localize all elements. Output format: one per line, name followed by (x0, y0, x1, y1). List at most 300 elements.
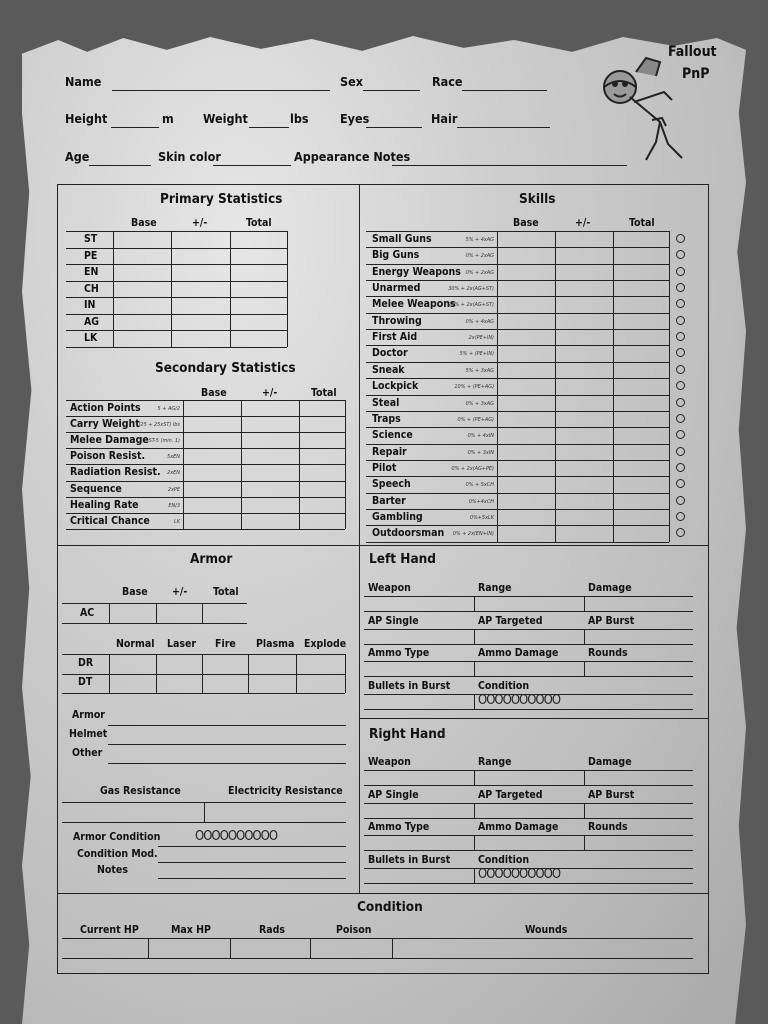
skill-mod-cell[interactable] (556, 526, 613, 541)
skill-formula: 5% + 3xAG (465, 367, 494, 374)
skill-label: Doctor (372, 347, 408, 360)
tag-skill-checkbox[interactable] (676, 283, 685, 292)
dmg-col-plasma: Plasma (256, 638, 295, 650)
primary-mod-cell[interactable] (172, 249, 230, 265)
secondary-mod-cell[interactable] (242, 433, 299, 448)
skill-mod-cell[interactable] (556, 379, 613, 394)
max-hp-label: Max HP (171, 924, 211, 936)
skill-label: Barter (372, 494, 406, 507)
secondary-formula: ST-5 (min. 1) (148, 438, 180, 445)
skill-formula: 0% + 2xAG (465, 253, 494, 260)
secondary-base-cell[interactable] (184, 449, 241, 464)
skill-total-cell[interactable] (614, 346, 669, 361)
left_hand-weapon-label: Weapon (368, 582, 411, 594)
primary-base-cell[interactable] (114, 232, 171, 248)
sex-field[interactable] (363, 90, 420, 91)
primary-base-cell[interactable] (114, 282, 171, 298)
skill-formula: 0% + 3xIN (467, 449, 494, 456)
skill-label: Energy Weapons (372, 265, 461, 278)
skill-formula: 0%+4xCH (468, 498, 494, 505)
logo-line1: Fallout (668, 44, 717, 60)
primary-total-cell[interactable] (231, 315, 287, 331)
dmg-col-explode: Explode (304, 638, 347, 650)
secondary-base-cell[interactable] (184, 465, 241, 480)
other-label: Other (72, 747, 103, 759)
skill-formula: 2x(PE+IN) (468, 335, 494, 342)
skin-field[interactable] (213, 165, 291, 166)
right_hand-ap-targeted-label: AP Targeted (478, 788, 543, 801)
left_hand-range-field[interactable] (475, 597, 584, 610)
secondary-total-cell[interactable] (300, 401, 345, 416)
vault-boy-icon (590, 42, 720, 162)
secondary-total-cell[interactable] (300, 465, 345, 480)
primary-mod-cell[interactable] (172, 265, 230, 281)
skill-mod-cell[interactable] (556, 461, 613, 476)
right_hand-ammo-type-label: Ammo Type (368, 821, 430, 833)
secondary-title: Secondary Statistics (155, 360, 296, 376)
left_hand-ap-single-label: AP Single (368, 614, 419, 627)
armor-col-base: Base (122, 586, 148, 598)
ac-base-cell[interactable] (110, 604, 156, 622)
skill-base-cell[interactable] (498, 494, 555, 509)
left_hand-condition-circles[interactable]: OOOOOOOOOO (478, 692, 561, 708)
weight-unit: lbs (290, 111, 309, 126)
dr-normal-cell[interactable] (110, 655, 156, 674)
skill-mod-cell[interactable] (556, 281, 613, 296)
fallout-logo (590, 42, 720, 162)
right_hand-range-field[interactable] (475, 771, 584, 784)
skill-base-cell[interactable] (498, 396, 555, 411)
left_hand-ap-targeted-field[interactable] (475, 630, 584, 643)
skill-base-cell[interactable] (498, 379, 555, 394)
left_hand-rounds-label: Rounds (588, 647, 628, 659)
primary-stat-label: IN (84, 299, 96, 311)
current-hp-label: Current HP (80, 924, 139, 936)
race-label: Race (432, 74, 463, 89)
tag-skill-checkbox[interactable] (676, 398, 685, 407)
secondary-formula: EN/3 (168, 502, 180, 509)
secondary-base-cell[interactable] (184, 514, 241, 529)
right_hand-weapon-label: Weapon (368, 756, 411, 768)
secondary-total-cell[interactable] (300, 449, 345, 464)
secondary-mod-cell[interactable] (242, 465, 299, 480)
primary-mod-cell[interactable] (172, 298, 230, 314)
primary-total-cell[interactable] (231, 282, 287, 298)
condition-title: Condition (357, 899, 423, 915)
secondary-total-cell[interactable] (300, 498, 345, 513)
primary-total-cell[interactable] (231, 331, 287, 347)
dr-explode-cell[interactable] (297, 655, 345, 674)
age-label: Age (65, 149, 90, 164)
primary-base-cell[interactable] (114, 331, 171, 347)
wounds-label: Wounds (525, 924, 568, 936)
primary-stat-label: LK (84, 332, 98, 344)
elec-field[interactable] (205, 803, 345, 821)
dt-label: DT (78, 676, 93, 688)
secondary-stat-label: Melee Damage (70, 434, 149, 447)
secondary-stat-label: Radiation Resist. (70, 466, 161, 479)
tag-skill-checkbox[interactable] (676, 414, 685, 423)
primary-stat-label: ST (84, 233, 98, 245)
left_hand-bullets-field[interactable] (365, 695, 474, 708)
name-field[interactable] (112, 90, 330, 91)
dt-laser-cell[interactable] (157, 675, 202, 694)
bottom-divider (57, 893, 709, 894)
skill-mod-cell[interactable] (556, 396, 613, 411)
eyes-field[interactable] (366, 127, 422, 128)
tag-skill-checkbox[interactable] (676, 447, 685, 456)
right_hand-ap-burst-field[interactable] (585, 804, 693, 817)
gas-label: Gas Resistance (100, 785, 181, 797)
skill-total-cell[interactable] (614, 526, 669, 541)
skill-total-cell[interactable] (614, 445, 669, 460)
right_hand-ammo-type-field[interactable] (365, 836, 474, 849)
right_hand-damage-label: Damage (588, 756, 632, 768)
helmet-field[interactable] (108, 744, 346, 745)
skill-base-cell[interactable] (498, 461, 555, 476)
secondary-stat-label: Sequence (70, 482, 122, 495)
skills-title: Skills (519, 191, 556, 207)
skill-mod-cell[interactable] (556, 297, 613, 312)
skill-formula: 0% + 2x(AG+PE) (451, 465, 494, 472)
left_hand-range-label: Range (478, 582, 512, 594)
left_hand-ap-burst-label: AP Burst (588, 614, 635, 627)
skill-label: Small Guns (372, 233, 432, 245)
armor-condition-circles[interactable]: OOOOOOOOOO (195, 829, 278, 844)
primary-base-cell[interactable] (114, 298, 171, 314)
primary-col-mod: +/- (192, 217, 208, 229)
max-hp-field[interactable] (149, 939, 230, 957)
left_hand-ap-single-field[interactable] (365, 630, 474, 643)
skill-base-cell[interactable] (498, 510, 555, 525)
primary-base-cell[interactable] (114, 315, 171, 331)
armor-field[interactable] (108, 725, 346, 726)
left_hand-damage-label: Damage (588, 582, 632, 594)
skill-formula: 20% + 2x(AG+ST) (448, 302, 494, 309)
dr-laser-cell[interactable] (157, 655, 202, 674)
left_hand-condition-label: Condition (478, 679, 530, 692)
secondary-mod-cell[interactable] (242, 417, 299, 432)
primary-mod-cell[interactable] (172, 232, 230, 248)
helmet-label: Helmet (69, 728, 108, 740)
skill-base-cell[interactable] (498, 248, 555, 263)
primary-mod-cell[interactable] (172, 331, 230, 347)
primary-stat-label: CH (84, 282, 99, 295)
skill-label: Unarmed (372, 282, 421, 295)
primary-total-cell[interactable] (231, 232, 287, 248)
poison-label: Poison (336, 924, 372, 936)
secondary-total-cell[interactable] (300, 433, 345, 448)
tag-skill-checkbox[interactable] (676, 365, 685, 374)
skill-mod-cell[interactable] (556, 248, 613, 263)
dt-plasma-cell[interactable] (249, 675, 296, 694)
secondary-stat-label: Critical Chance (70, 514, 150, 527)
primary-col-total: Total (246, 217, 272, 229)
mid-divider (57, 545, 709, 546)
right_hand-condition-circles[interactable]: OOOOOOOOOO (478, 866, 561, 882)
right_hand-ap-single-label: AP Single (368, 788, 419, 801)
condition-mod-field[interactable] (158, 862, 346, 863)
secondary-mod-cell[interactable] (242, 514, 299, 529)
secondary-base-cell[interactable] (184, 498, 241, 513)
condition-mod-label: Condition Mod. (77, 848, 158, 860)
other-field[interactable] (108, 763, 346, 764)
dmg-col-normal: Normal (116, 638, 155, 650)
dr-label: DR (78, 657, 94, 669)
skill-label: Gambling (372, 510, 423, 523)
skill-total-cell[interactable] (614, 265, 669, 280)
primary-total-cell[interactable] (231, 249, 287, 265)
secondary-col-mod: +/- (262, 387, 278, 399)
secondary-col-total: Total (311, 387, 337, 399)
skill-mod-cell[interactable] (556, 445, 613, 460)
skill-total-cell[interactable] (614, 510, 669, 525)
secondary-stat-label: Action Points (70, 402, 141, 414)
secondary-formula: 2xPE (167, 486, 180, 493)
right_hand-bullets-field[interactable] (365, 869, 474, 882)
right_hand-damage-field[interactable] (585, 771, 693, 784)
skill-base-cell[interactable] (498, 428, 555, 443)
left_hand-rounds-field[interactable] (585, 662, 693, 675)
left_hand-ammo-type-label: Ammo Type (368, 647, 430, 659)
notes-field[interactable] (158, 878, 346, 879)
secondary-formula: (25 + 25xST) lbs (138, 422, 180, 429)
tag-skill-checkbox[interactable] (676, 512, 685, 521)
skill-formula: 0%+5xLK (469, 514, 494, 521)
dmg-col-fire: Fire (215, 638, 236, 650)
right_hand-bullets-label: Bullets in Burst (368, 853, 451, 866)
secondary-formula: 5xEN (167, 454, 180, 461)
skill-base-cell[interactable] (498, 363, 555, 378)
skill-base-cell[interactable] (498, 297, 555, 312)
skill-total-cell[interactable] (614, 330, 669, 345)
dt-fire-cell[interactable] (203, 675, 248, 694)
left_hand-weapon-field[interactable] (365, 597, 474, 610)
skill-formula: 0% + (PE+AG) (457, 416, 494, 423)
appearance-field[interactable] (392, 165, 627, 166)
secondary-base-cell[interactable] (184, 433, 241, 448)
primary-base-cell[interactable] (114, 265, 171, 281)
skill-mod-cell[interactable] (556, 232, 613, 247)
logo-line2: PnP (682, 66, 710, 82)
dmg-col-laser: Laser (167, 638, 197, 650)
primary-mod-cell[interactable] (172, 282, 230, 298)
right_hand-ammo-damage-field[interactable] (475, 836, 584, 849)
skill-formula: 0% + 4xIN (467, 433, 494, 440)
secondary-mod-cell[interactable] (242, 482, 299, 497)
primary-total-cell[interactable] (231, 298, 287, 314)
gas-field[interactable] (63, 803, 203, 821)
right_hand-weapon-field[interactable] (365, 771, 474, 784)
right_hand-ap-targeted-field[interactable] (475, 804, 584, 817)
armor-condition-label: Armor Condition (73, 831, 161, 843)
skill-base-cell[interactable] (498, 412, 555, 427)
skill-label: Big Guns (372, 249, 420, 262)
skill-mod-cell[interactable] (556, 428, 613, 443)
armor-col-total: Total (213, 586, 239, 598)
skill-formula: 0% + 5xCH (465, 482, 494, 489)
skill-formula: 0% + 2x(EN+IN) (452, 531, 494, 538)
secondary-mod-cell[interactable] (242, 498, 299, 513)
secondary-formula: 2xEN (167, 470, 180, 477)
dr-fire-cell[interactable] (203, 655, 248, 674)
left_hand-ap-burst-field[interactable] (585, 630, 693, 643)
ac-mod-cell[interactable] (157, 604, 202, 622)
tag-skill-checkbox[interactable] (676, 496, 685, 505)
skill-total-cell[interactable] (614, 461, 669, 476)
rads-label: Rads (259, 924, 286, 936)
skill-total-cell[interactable] (614, 379, 669, 394)
right_hand-range-label: Range (478, 756, 512, 768)
skill-base-cell[interactable] (498, 330, 555, 345)
skill-total-cell[interactable] (614, 314, 669, 329)
skills-col-mod: +/- (575, 217, 591, 229)
skill-mod-cell[interactable] (556, 477, 613, 492)
primary-stat-label: AG (84, 315, 100, 328)
skill-total-cell[interactable] (614, 412, 669, 427)
secondary-stat-label: Carry Weight (70, 418, 140, 431)
secondary-mod-cell[interactable] (242, 401, 299, 416)
left_hand-damage-field[interactable] (585, 597, 693, 610)
center-divider (359, 184, 360, 893)
left_hand-ammo-damage-field[interactable] (475, 662, 584, 675)
secondary-total-cell[interactable] (300, 514, 345, 529)
skill-formula: 0% + 4xAG (465, 318, 494, 325)
name-label: Name (65, 74, 102, 89)
secondary-mod-cell[interactable] (242, 449, 299, 464)
primary-base-cell[interactable] (114, 249, 171, 265)
skill-total-cell[interactable] (614, 363, 669, 378)
skill-label: Outdoorsman (372, 527, 445, 540)
skill-total-cell[interactable] (614, 396, 669, 411)
skin-label: Skin color (158, 149, 221, 164)
skill-mod-cell[interactable] (556, 412, 613, 427)
right_hand-ap-single-field[interactable] (365, 804, 474, 817)
age-field[interactable] (89, 165, 151, 166)
skill-mod-cell[interactable] (556, 510, 613, 525)
skill-total-cell[interactable] (614, 494, 669, 509)
skill-formula: 5% + 4xAG (465, 237, 494, 243)
dt-explode-cell[interactable] (297, 675, 345, 694)
notes-label: Notes (97, 864, 128, 876)
secondary-total-cell[interactable] (300, 482, 345, 497)
left-hand-title: Left Hand (369, 551, 436, 567)
tag-skill-checkbox[interactable] (676, 234, 685, 243)
primary-mod-cell[interactable] (172, 315, 230, 331)
hair-label: Hair (431, 111, 458, 126)
skill-total-cell[interactable] (614, 281, 669, 296)
hair-field[interactable] (457, 127, 550, 128)
ac-total-cell[interactable] (203, 604, 247, 622)
right_hand-rounds-field[interactable] (585, 836, 693, 849)
eyes-label: Eyes (340, 111, 370, 126)
skill-mod-cell[interactable] (556, 494, 613, 509)
armor-label: Armor (72, 709, 105, 721)
right_hand-condition-label: Condition (478, 853, 530, 866)
left_hand-ammo-damage-label: Ammo Damage (478, 647, 559, 659)
tag-skill-checkbox[interactable] (676, 316, 685, 325)
skill-total-cell[interactable] (614, 428, 669, 443)
secondary-total-cell[interactable] (300, 417, 345, 432)
height-label: Height (65, 111, 108, 126)
elec-label: Electricity Resistance (228, 785, 343, 797)
tag-skill-checkbox[interactable] (676, 267, 685, 276)
rads-field[interactable] (231, 939, 310, 957)
race-field[interactable] (462, 90, 547, 91)
secondary-base-cell[interactable] (184, 482, 241, 497)
skill-mod-cell[interactable] (556, 346, 613, 361)
skill-label: Traps (372, 412, 401, 425)
skill-total-cell[interactable] (614, 232, 669, 247)
primary-stat-label: PE (84, 249, 98, 262)
height-unit: m (162, 111, 174, 126)
skill-label: Speech (372, 478, 411, 491)
secondary-stat-label: Healing Rate (70, 498, 139, 511)
dt-normal-cell[interactable] (110, 675, 156, 694)
primary-stat-label: EN (84, 266, 99, 278)
skill-total-cell[interactable] (614, 297, 669, 312)
right_hand-ap-burst-label: AP Burst (588, 788, 635, 801)
skill-base-cell[interactable] (498, 265, 555, 280)
height-field[interactable] (111, 127, 159, 128)
secondary-base-cell[interactable] (184, 417, 241, 432)
right_hand-rounds-label: Rounds (588, 821, 628, 833)
skill-label: Repair (372, 445, 407, 458)
skill-mod-cell[interactable] (556, 330, 613, 345)
poison-field[interactable] (311, 939, 392, 957)
skill-total-cell[interactable] (614, 248, 669, 263)
dr-plasma-cell[interactable] (249, 655, 296, 674)
tag-skill-checkbox[interactable] (676, 463, 685, 472)
skill-label: Pilot (372, 461, 397, 474)
right-hand-title: Right Hand (369, 726, 446, 742)
skill-formula: 0% + 3xAG (465, 400, 494, 407)
skill-label: First Aid (372, 331, 418, 344)
left_hand-bullets-label: Bullets in Burst (368, 679, 451, 692)
skill-base-cell[interactable] (498, 477, 555, 492)
skill-formula: 5% + (PE+IN) (459, 351, 494, 358)
skill-base-cell[interactable] (498, 346, 555, 361)
skill-label: Throwing (372, 314, 422, 327)
skill-total-cell[interactable] (614, 477, 669, 492)
skill-mod-cell[interactable] (556, 363, 613, 378)
skill-base-cell[interactable] (498, 445, 555, 460)
secondary-base-cell[interactable] (184, 401, 241, 416)
secondary-stat-label: Poison Resist. (70, 450, 146, 463)
skill-label: Lockpick (372, 380, 419, 393)
secondary-col-base: Base (201, 387, 227, 399)
left_hand-ammo-type-field[interactable] (365, 662, 474, 675)
hands-divider (359, 718, 709, 719)
wounds-field[interactable] (393, 939, 693, 957)
skill-base-cell[interactable] (498, 526, 555, 541)
right_hand-ammo-damage-label: Ammo Damage (478, 821, 559, 833)
current-hp-field[interactable] (63, 939, 148, 957)
skills-col-base: Base (513, 217, 539, 229)
skill-base-cell[interactable] (498, 314, 555, 329)
skill-base-cell[interactable] (498, 232, 555, 247)
weight-field[interactable] (249, 127, 289, 128)
weight-label: Weight (203, 111, 248, 126)
skill-mod-cell[interactable] (556, 265, 613, 280)
skill-mod-cell[interactable] (556, 314, 613, 329)
primary-total-cell[interactable] (231, 265, 287, 281)
skill-base-cell[interactable] (498, 281, 555, 296)
appearance-label: Appearance Notes (294, 149, 411, 164)
left_hand-ap-targeted-label: AP Targeted (478, 614, 543, 627)
armor-title: Armor (190, 551, 233, 567)
secondary-formula: 5 + AG/2 (157, 406, 180, 412)
